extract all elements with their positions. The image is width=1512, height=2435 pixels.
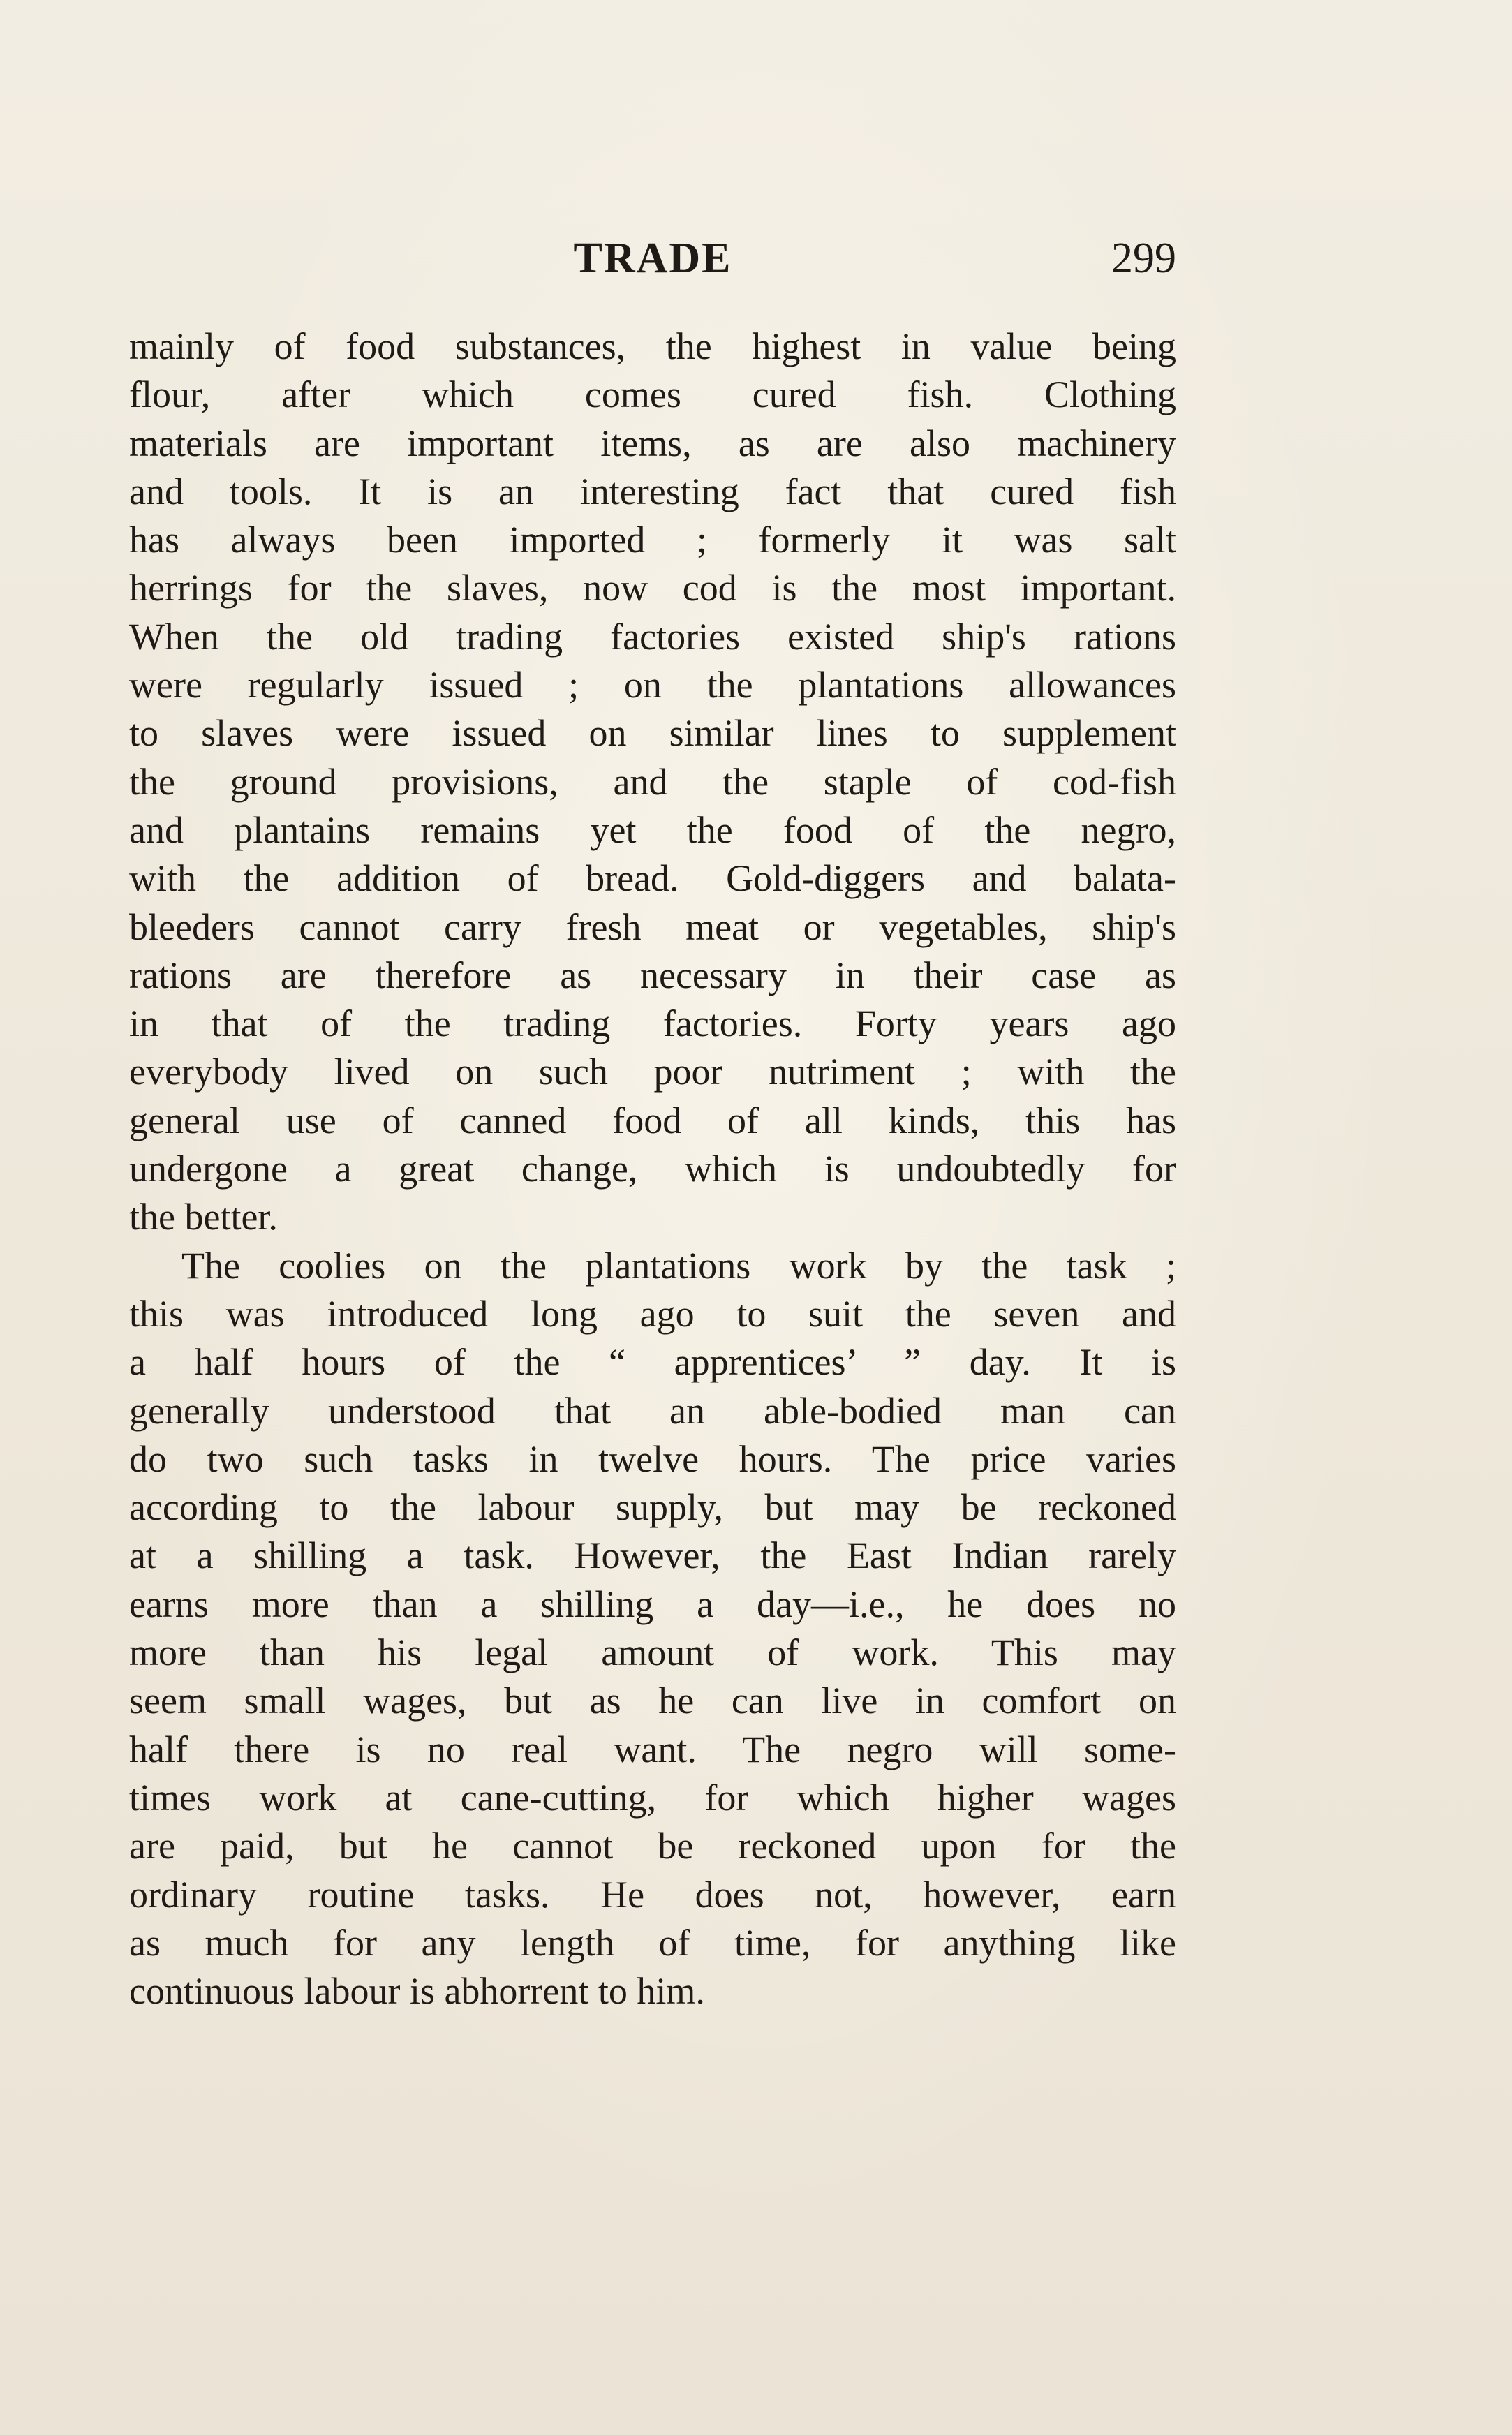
text-line: are paid, but he cannot be reckoned upon for the <box>129 1825 1176 1867</box>
text-line: earns more than a shilling a day—i.e., he does no <box>129 1583 1176 1625</box>
text-line: do two such tasks in twelve hours. The price varies <box>129 1437 1176 1480</box>
text-line: flour, after which comes cured fish. Clothing <box>129 373 1176 416</box>
paragraph-1 <box>129 323 1176 1242</box>
text-line: at a shilling a task. However, the East Indian rarely <box>129 1534 1176 1577</box>
text-line: materials are important items, as are also machinery <box>129 422 1176 464</box>
text-line: times work at cane-cutting, for which higher wages <box>129 1776 1176 1819</box>
text-line: and plantains remains yet the food of the negro, <box>129 808 1176 851</box>
text-line: half there is no real want. The negro will some- <box>129 1728 1176 1770</box>
text-line: herrings for the slaves, now cod is the most important. <box>129 567 1176 609</box>
text-line: to slaves were issued on similar lines to supplement <box>129 712 1176 755</box>
body-text <box>129 323 1176 2015</box>
running-title: TRADE <box>573 235 732 282</box>
text-line: The coolies on the plantations work by the task ; <box>181 1244 1176 1287</box>
text-line: a half hours of the “ apprentices’ ” day. It is <box>129 1341 1176 1384</box>
text-line: mainly of food substances, the highest in value being <box>129 325 1176 367</box>
text-line: and tools. It is an interesting fact that cured fish <box>129 470 1176 512</box>
text-line: with the addition of bread. Gold-diggers and balata- <box>129 857 1176 900</box>
text-line: in that of the trading factories. Forty years ago <box>129 1002 1176 1045</box>
text-line: When the old trading factories existed ship's rations <box>129 615 1176 658</box>
page-header <box>129 230 1176 286</box>
page-number: 299 <box>1111 235 1176 282</box>
text-line: the better. <box>129 1196 278 1238</box>
text-line: ordinary routine tasks. He does not, however, earn <box>129 1873 1176 1916</box>
text-line: more than his legal amount of work. This may <box>129 1631 1176 1674</box>
text-line: has always been imported ; formerly it was salt <box>129 519 1176 561</box>
text-line: the ground provisions, and the staple of cod-fish <box>129 760 1176 803</box>
text-line: continuous labour is abhorrent to him. <box>129 1970 705 2013</box>
text-line: this was introduced long ago to suit the seven and <box>129 1292 1176 1335</box>
text-line: everybody lived on such poor nutriment ; with the <box>129 1051 1176 1093</box>
paragraph-2 <box>129 1242 1176 2016</box>
text-line: generally understood that an able-bodied man can <box>129 1389 1176 1432</box>
text-line: bleeders cannot carry fresh meat or vegetables, ship's <box>129 905 1176 948</box>
text-line: rations are therefore as necessary in their case as <box>129 954 1176 996</box>
text-line: undergone a great change, which is undoubtedly for <box>129 1148 1176 1190</box>
text-line: seem small wages, but as he can live in comfort on <box>129 1680 1176 1722</box>
text-line: as much for any length of time, for anything like <box>129 1921 1176 1964</box>
text-line: general use of canned food of all kinds, this has <box>129 1099 1176 1141</box>
text-line: were regularly issued ; on the plantations allowances <box>129 664 1176 706</box>
text-line: according to the labour supply, but may be reckoned <box>129 1486 1176 1529</box>
